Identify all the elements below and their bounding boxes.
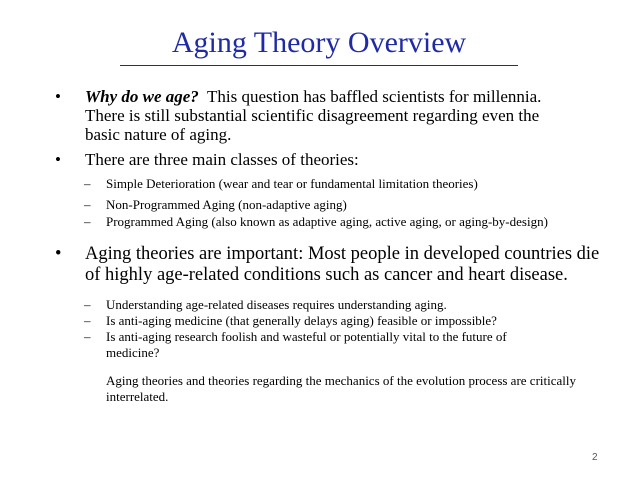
bullet-marker: • [55, 87, 61, 106]
list-item [84, 197, 564, 213]
sub-marker: – [84, 214, 91, 229]
closing-note: Aging theories and theories regarding the mechanics of the evolution process are critically interrelated. [106, 373, 576, 404]
bullet-body: This question has baffled scientists for millennia. There is still substantial scientific disagreement regarding even the basic nature of aging. [85, 87, 546, 144]
sub-marker: – [84, 197, 91, 212]
bullet-why-age [55, 87, 575, 144]
sub-text: Non-Programmed Aging (non-adaptive aging) [106, 197, 347, 212]
list-item [84, 297, 554, 313]
bullet-lead: Why do we age? [85, 87, 199, 106]
sub-marker: – [84, 176, 91, 191]
list-item [84, 329, 554, 361]
sub-text: Is anti-aging medicine (that generally delays aging) feasible or impossible? [106, 313, 497, 328]
sub-text: Simple Deterioration (wear and tear or fundamental limitation theories) [106, 176, 478, 191]
bullet-text [85, 87, 575, 144]
bullet-marker: • [55, 150, 61, 169]
bullet-theory-classes [55, 150, 575, 169]
slide-title: Aging Theory Overview [171, 26, 467, 59]
sub-marker: – [84, 313, 91, 328]
bullet-importance [55, 244, 600, 286]
sub-marker: – [84, 329, 91, 344]
title-divider [120, 65, 518, 66]
sub-text: Is anti-aging research foolish and wasteful or potentially vital to the future of medicine? [106, 329, 507, 360]
sub-text: Understanding age-related diseases requires understanding aging. [106, 297, 447, 312]
list-item [84, 176, 564, 192]
bullet-marker: • [55, 244, 62, 264]
sub-text: Programmed Aging (also known as adaptive aging, active aging, or aging-by-design) [106, 214, 548, 229]
bullet-text: Aging theories are important: Most people in developed countries die of highly age-related conditions such as cancer and heart disease. [85, 244, 600, 285]
list-item [84, 313, 554, 329]
bullet-text: There are three main classes of theories: [85, 150, 359, 169]
list-item [84, 214, 554, 230]
page-number: 2 [592, 452, 598, 463]
sub-marker: – [84, 297, 91, 312]
